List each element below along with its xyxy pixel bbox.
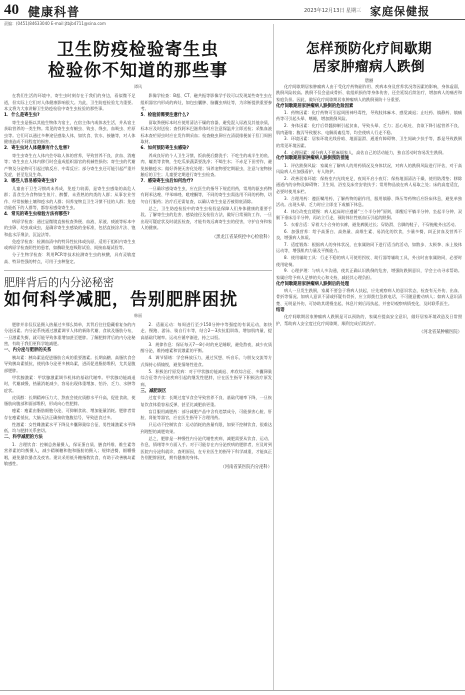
body-paragraph: 5．衣着合适：穿着大小合身的衣裤，避免裤腿过长；穿防滑、合脚的鞋子，不穿拖鞋外出活动。	[284, 222, 459, 228]
body-paragraph: 6．加强营养：给予高蛋白、高热量、高维生素、易消化的饮食，少量多餐，纠正贫血及营养不良，增强病人体质。	[276, 228, 462, 241]
section-subhead: 一、内分泌与肥胖的关系	[4, 348, 52, 353]
body-paragraph: 1．药物因素：化疗药物可引起周围神经毒性，导致肢体麻木、感觉减退；止吐药、镇静药、镇痛药等可引起头晕、嗜睡，增加跌倒风险。	[276, 110, 462, 122]
article1-byline: 谭风	[134, 84, 142, 89]
section-subhead: 化疗间歇期居家肿瘤病人跌倒预防措施	[276, 156, 350, 162]
body-paragraph: 过度节食：长期过度节食会导致营养不良、基础代谢率下降，一旦恢复饮食体重容易反弹，甚至比减肥前更重。	[140, 395, 272, 407]
author-affiliation: （河南省某医院内分泌科）	[220, 464, 272, 470]
article2-title: 如何科学减肥，告别肥胖困扰	[4, 289, 238, 310]
body-paragraph: 皮质醇：长期精神压力大、熬夜会使皮质醇水平升高，促进食欲，使脂肪向腹部和面部堆积，形成向心性肥胖。	[4, 394, 136, 406]
body-paragraph: 儿童由于卫生习惯尚未养成，免疫力较弱，是寄生虫感染的高危人群；喜食生冷食物如生鱼片、醉蟹、未煮熟的肉类的人群；从事农业劳作、经常接触土壤和疫水的人群；饲养宠物且卫生习惯不佳的人群；免疫功能低下的人群等，都容易感染寄生虫。	[4, 185, 136, 210]
article1-body	[4, 93, 272, 266]
editor-contact: 责编：(0451)84633040 E-mail:jtbjb4711@sina.com	[4, 21, 106, 26]
section-subhead: 结语	[276, 307, 285, 313]
body-paragraph: 3．环境因素：居家环境光线昏暗、地面湿滑、通道有障碍物、卫生间缺少扶手等，都是导致跌倒的常见环境因素。	[276, 136, 462, 148]
body-paragraph: 2．适量运动：每周进行至少150分钟中等强度的有氧运动，如快走、慢跑、游泳、骑自行车等，结合2～3次抗阻训练，增加肌肉量，提高基础代谢率。运动应循序渐进，持之以恒。	[140, 321, 272, 340]
body-paragraph: 3．规律作息：保证每天7～8小时的充足睡眠，避免熬夜，减少皮质醇分泌，维持瘦素和饥饿素的平衡。	[140, 341, 272, 353]
body-paragraph: 总之，肥胖是一种慢性内分泌代谢性疾病，减肥需要从饮食、运动、作息、情绪等多方面入手。对于可能存在内分泌疾病的肥胖者，应及时到医院内分泌科就诊，查明原因，在专业医生的指导下科学减重，才能真正告别肥胖困扰，拥有健康的身体。	[140, 435, 272, 460]
article3-title-line2: 居家肿瘤病人跌倒	[313, 59, 425, 75]
body-paragraph: 甲状腺激素：甲状腺激素调节机体的基础代谢率。甲状腺功能减退时，代谢减慢，热量消耗减少，容易出现体重增加、怕冷、乏力、水肿等症状。	[4, 374, 136, 393]
body-paragraph: 寄生虫是指以其他生物体为宿主，在宿主体内或体表生活，并从宿主获取营养的一类生物。常见的寄生虫有蛔虫、钩虫、绦虫、血吸虫、疟原虫等。它们可以通过多种途径感染人体，如饮食、饮水、接触等，对人体健康造成不同程度的损害。	[4, 119, 136, 144]
body-paragraph: 盲目服用减肥药：部分减肥产品中含有违禁成分，可能损害心脏、肝脏、肾脏等器官，应在医生指导下合理用药。	[140, 408, 272, 420]
body-paragraph: 影像学检查：B超、CT、磁共振等影像学手段可以发现某些寄生虫在组织器官内形成的病灶，如包虫囊肿、脑囊虫病灶等，为诊断提供重要参考。	[140, 93, 272, 111]
section-subhead: 化疗间歇期居家肿瘤病人跌倒后的处理	[276, 281, 350, 287]
body-paragraph: 寄生虫寄生在人体内会夺取人体的营养，导致营养不良、贫血、消瘦等；寄生虫在人体内移行时会造成组织器官的机械性损伤；寄生虫的代谢产物及分泌物可引起过敏反应、中毒反应；部分寄生虫还可能引起严重并发症，甚至危及生命。	[4, 152, 136, 177]
article2-col2	[141, 322, 273, 470]
section-subhead: 2．寄生虫对人体健康有什么危害?	[4, 146, 70, 151]
section-subhead: 二、科学减肥的方法	[4, 435, 43, 440]
section-subhead: 7．感染寄生虫后如何治疗?	[140, 179, 194, 184]
issue-date: 2023年12月13日 星期三	[304, 8, 362, 14]
article1-title-line2: 检验你不知道的那些事	[48, 61, 228, 81]
right-column	[276, 26, 462, 690]
body-paragraph: 只运动不控制饮食：运动消耗的热量有限，如果不控制饮食，很难达到理想的减肥效果。	[140, 422, 272, 434]
body-paragraph: 9．心理护理：与病人多沟通，使其正确认识跌倒的危害，增强防跌倒意识，学会主动寻求帮助。家属应给予病人足够的关心和支持，减轻其心理负担。	[276, 268, 462, 280]
article1-title	[4, 40, 272, 82]
article2-col1	[4, 322, 136, 470]
body-paragraph: 分子生物学检查：利用PCR等技术检测寄生虫的核酸，具有灵敏度高、特异性强的特点，可用于虫种鉴定。	[4, 252, 136, 264]
article1-col1	[4, 93, 136, 266]
body-paragraph: 化疗间歇期居家肿瘤病人跌倒是可以预防的，家属应提高安全意识，做好居家环境改造及日常照护，帮助病人安全度过化疗间歇期，顺利完成后续治疗。	[276, 314, 462, 326]
article1-title-line1: 卫生防疫检验寄生虫	[57, 40, 219, 60]
body-paragraph: 3．合理用药：遵医嘱用药，了解药物的副作用，服用镇静、降压等药物后应卧床休息，避免单独活动。出现头晕、乏力时应立即坐下或躺下休息。	[276, 195, 462, 207]
article-separator	[4, 270, 272, 271]
page-number: 40	[4, 2, 19, 18]
section-subhead: 5．检验前需要注意什么?	[140, 113, 189, 118]
body-paragraph: 性激素：女性雌激素水平下降及多囊卵巢综合征、男性雄激素水平降低，均与肥胖关系密切。	[4, 421, 136, 433]
left-column	[4, 26, 272, 690]
article3-title	[276, 40, 462, 76]
section-subhead: 4．常见的寄生虫检验方法有哪些?	[4, 212, 70, 217]
column-divider	[273, 24, 274, 690]
article2-byline: 韩丽	[134, 312, 142, 318]
masthead	[0, 0, 465, 26]
body-paragraph: 病人一旦发生跌倒，家属不要急于将病人扶起，应先观察病人的意识状态，检查有无外伤、出血、骨折等情况。如病人意识不清或怀疑有骨折，应立即拨打急救电话，不可随意搬动病人；如病人意识清楚、无明显外伤，可协助其缓慢坐起，休息片刻后再扶起，并密切观察病情变化，及时联系医生。	[276, 288, 462, 306]
body-paragraph: 2．改善居家环境：保持室内光线充足，夜间开启小夜灯；保持地面清洁干燥，使用防滑垫；移除通道内的杂物及障碍物；卫生间、浴室及床旁安装扶手；常用物品放在病人易取之处；床的高度适宜，必要时使用床栏。	[276, 176, 462, 194]
body-paragraph: 病原学检查：通过显微镜直接检查粪便、血液、尿液、痰液等标本中的虫卵、幼虫或成虫，是确诊寄生虫感染的金标准，包括直接涂片法、饱和盐水浮聚法、沉淀法等。	[4, 218, 136, 237]
body-paragraph: 在我们生活的环境中，寄生虫时刻存在于我们的身边，看似微不足道，但实际上它们对人体健康影响很大。为此，卫生防疫检验尤为重要。本文将为大家讲解卫生防疫检验中寄生虫检验的那些事。	[4, 93, 136, 111]
body-paragraph: 免疫学检查：检测血清中的特异性抗体或抗原，适用于组织内寄生虫或病原学检查阴性的患者，如酶联免疫吸附试验、间接血凝试验等。	[4, 238, 136, 250]
body-paragraph: 留取粪便标本时应使用清洁干燥的容器，避免混入尿液及其他杂质，标本应及时送检；查找阿米巴滋养体时应注意保温并立即送检；采集血液标本查疟原虫时应在发作期采血；检查蛲虫卵应在清晨排便前于肛门周围取材。	[140, 119, 272, 144]
body-paragraph: 1．评估跌倒风险：家属应了解病人的用药情况及身体状况，对病人的跌倒风险进行评估，对于高风险病人应加强看护，专人陪护。	[276, 162, 462, 175]
body-paragraph: 瘦素：瘦素由脂肪细胞分泌，可抑制食欲、增加能量消耗。肥胖者常存在瘦素抵抗，大脑无法正确接收饱腹信号，导致进食过多。	[4, 408, 136, 420]
body-paragraph: 总之，卫生防疫检验中的寄生虫检验是保障人们身体健康的重要手段。了解寄生虫的危害、感染途径及检验方法，做好日常预防工作，一旦出现可疑症状及时就医检查，才能有效远离寄生虫的侵害，守护自身和家人的健康。	[140, 205, 272, 230]
body-paragraph: 8．使用辅助工具：行走不稳的病人可使用拐杖、助行器等辅助工具，外出时由家属陪同，必要时使用轮椅。	[276, 255, 462, 267]
paper-name: 家庭保健报	[370, 5, 430, 18]
body-paragraph: 化疗间歇期居家肿瘤病人由于受化疗药物副作用、疾病本身及营养状况等因素的影响，身体虚弱，跌倒风险较高。跌倒不仅会造成骨折、软组织损伤等身体伤害，还会延误后续治疗，增加病人的痛苦和家庭负担。因此，做好化疗间歇期居家肿瘤病人的跌倒预防十分重要。	[276, 84, 462, 102]
body-paragraph: 肥胖并非仅仅是摄入热量过多那么简单，其背后往往隐藏着复杂的内分泌因素。内分泌系统通过激素调节人体的新陈代谢、食欲及脂肪分布，一旦激素失衡，就可能导致体重增加甚至肥胖。了解肥胖背后的内分泌秘密，有助于我们更科学地减肥。	[4, 321, 136, 346]
section-subhead: 6．如何预防寄生虫感染?	[140, 146, 189, 151]
article3-body	[276, 84, 462, 335]
section-title: 健康科普	[28, 5, 81, 19]
section-subhead: 1．什么是寄生虫?	[4, 113, 40, 118]
body-paragraph: 1．合理饮食：控制总热量摄入，保证蛋白质、膳食纤维、维生素等营养素的均衡摄入，减少精制糖和饱和脂肪的摄入；规律进餐，细嚼慢咽，避免暴饮暴食及夜宵。建议采用低升糖指数饮食，有助于改善胰岛素敏感性。	[4, 441, 136, 466]
article2-kicker: 肥胖背后的内分泌秘密	[4, 275, 114, 289]
body-paragraph: 7．适度锻炼：根据病人的身体状况，在家属陪同下进行适当的活动，如散步、太极拳、床上肢体运动等，增强肌肉力量及平衡能力。	[276, 242, 462, 254]
section-subhead: 化疗间歇期居家肿瘤病人跌倒的危险因素	[276, 103, 354, 109]
body-paragraph: 一旦确诊感染寄生虫，应在医生的指导下规范用药，常用的驱虫药物有阿苯达唑、甲苯咪唑、吡喹酮等，不同的寄生虫需选用不同的药物，切勿自行服药；治疗后还需复查，以确认寄生虫是否被彻底清除。	[140, 185, 272, 204]
body-paragraph: 2．身体因素：化疗后骨髓抑制引起贫血，导致头晕、乏力；恶心呕吐、食欲下降引起营养不良、肌肉萎缩；腹泻导致脱水、电解质紊乱等，均会使病人行走不稳。	[276, 123, 462, 135]
section-subhead: 3．哪些人容易感染寄生虫?	[4, 179, 57, 184]
section-subhead: 三、减肥误区	[140, 388, 167, 394]
article3-byline: 唐丽	[364, 79, 374, 84]
author-affiliation: （黑龙江省某疾控中心检验科）	[211, 234, 272, 240]
body-paragraph: 5．积极治疗原发病：对于甲状腺功能减退、库欣综合征、多囊卵巢综合征等内分泌疾病引起的继发性肥胖，应在医生指导下积极治疗原发病。	[140, 368, 272, 387]
masthead-rule	[0, 19, 465, 20]
author-affiliation: （河北省某肿瘤医院）	[419, 329, 462, 335]
body-paragraph: 胰岛素：胰岛素是促进脂肪合成的重要激素。长期高糖、高脂饮食会导致胰岛素抵抗，使机体分泌更多胰岛素，进而促进脂肪堆积，尤其是腹部肥胖。	[4, 354, 136, 373]
page-bottom-rule	[0, 690, 465, 691]
article3-title-line1: 怎样预防化疗间歇期	[306, 41, 432, 57]
body-paragraph: 养成良好的个人卫生习惯，饭前便后勤洗手；不吃生的或半生的鱼、肉、螺类等食物，生吃瓜果蔬菜要洗净；不喝生水；不赤足下田劳作，避免接触疫水；做好粪便无害化处理；饲养宠物要定期驱虫，注意与宠物接触后的卫生；儿童要定期进行寄生虫检查。	[140, 152, 272, 177]
body-paragraph: 4．调节情绪：学会释放压力，通过冥想、听音乐、与朋友交流等方式保持心情愉悦，避免情绪性进食。	[140, 355, 272, 367]
body-paragraph: 4．体位改变宜缓慢：病人起床时应遵循“三个半分钟”原则，即醒后平躺半分钟、坐起半分钟、双腿下垂床沿半分钟，再站立行走，预防体位性低血压引起的跌倒。	[276, 208, 462, 221]
article2-body	[4, 322, 272, 470]
body-paragraph: 4．心理因素：部分病人不愿麻烦家人，高估自己的活动能力，独自活动时容易发生跌倒。	[284, 149, 447, 155]
article1-col2	[141, 93, 273, 266]
